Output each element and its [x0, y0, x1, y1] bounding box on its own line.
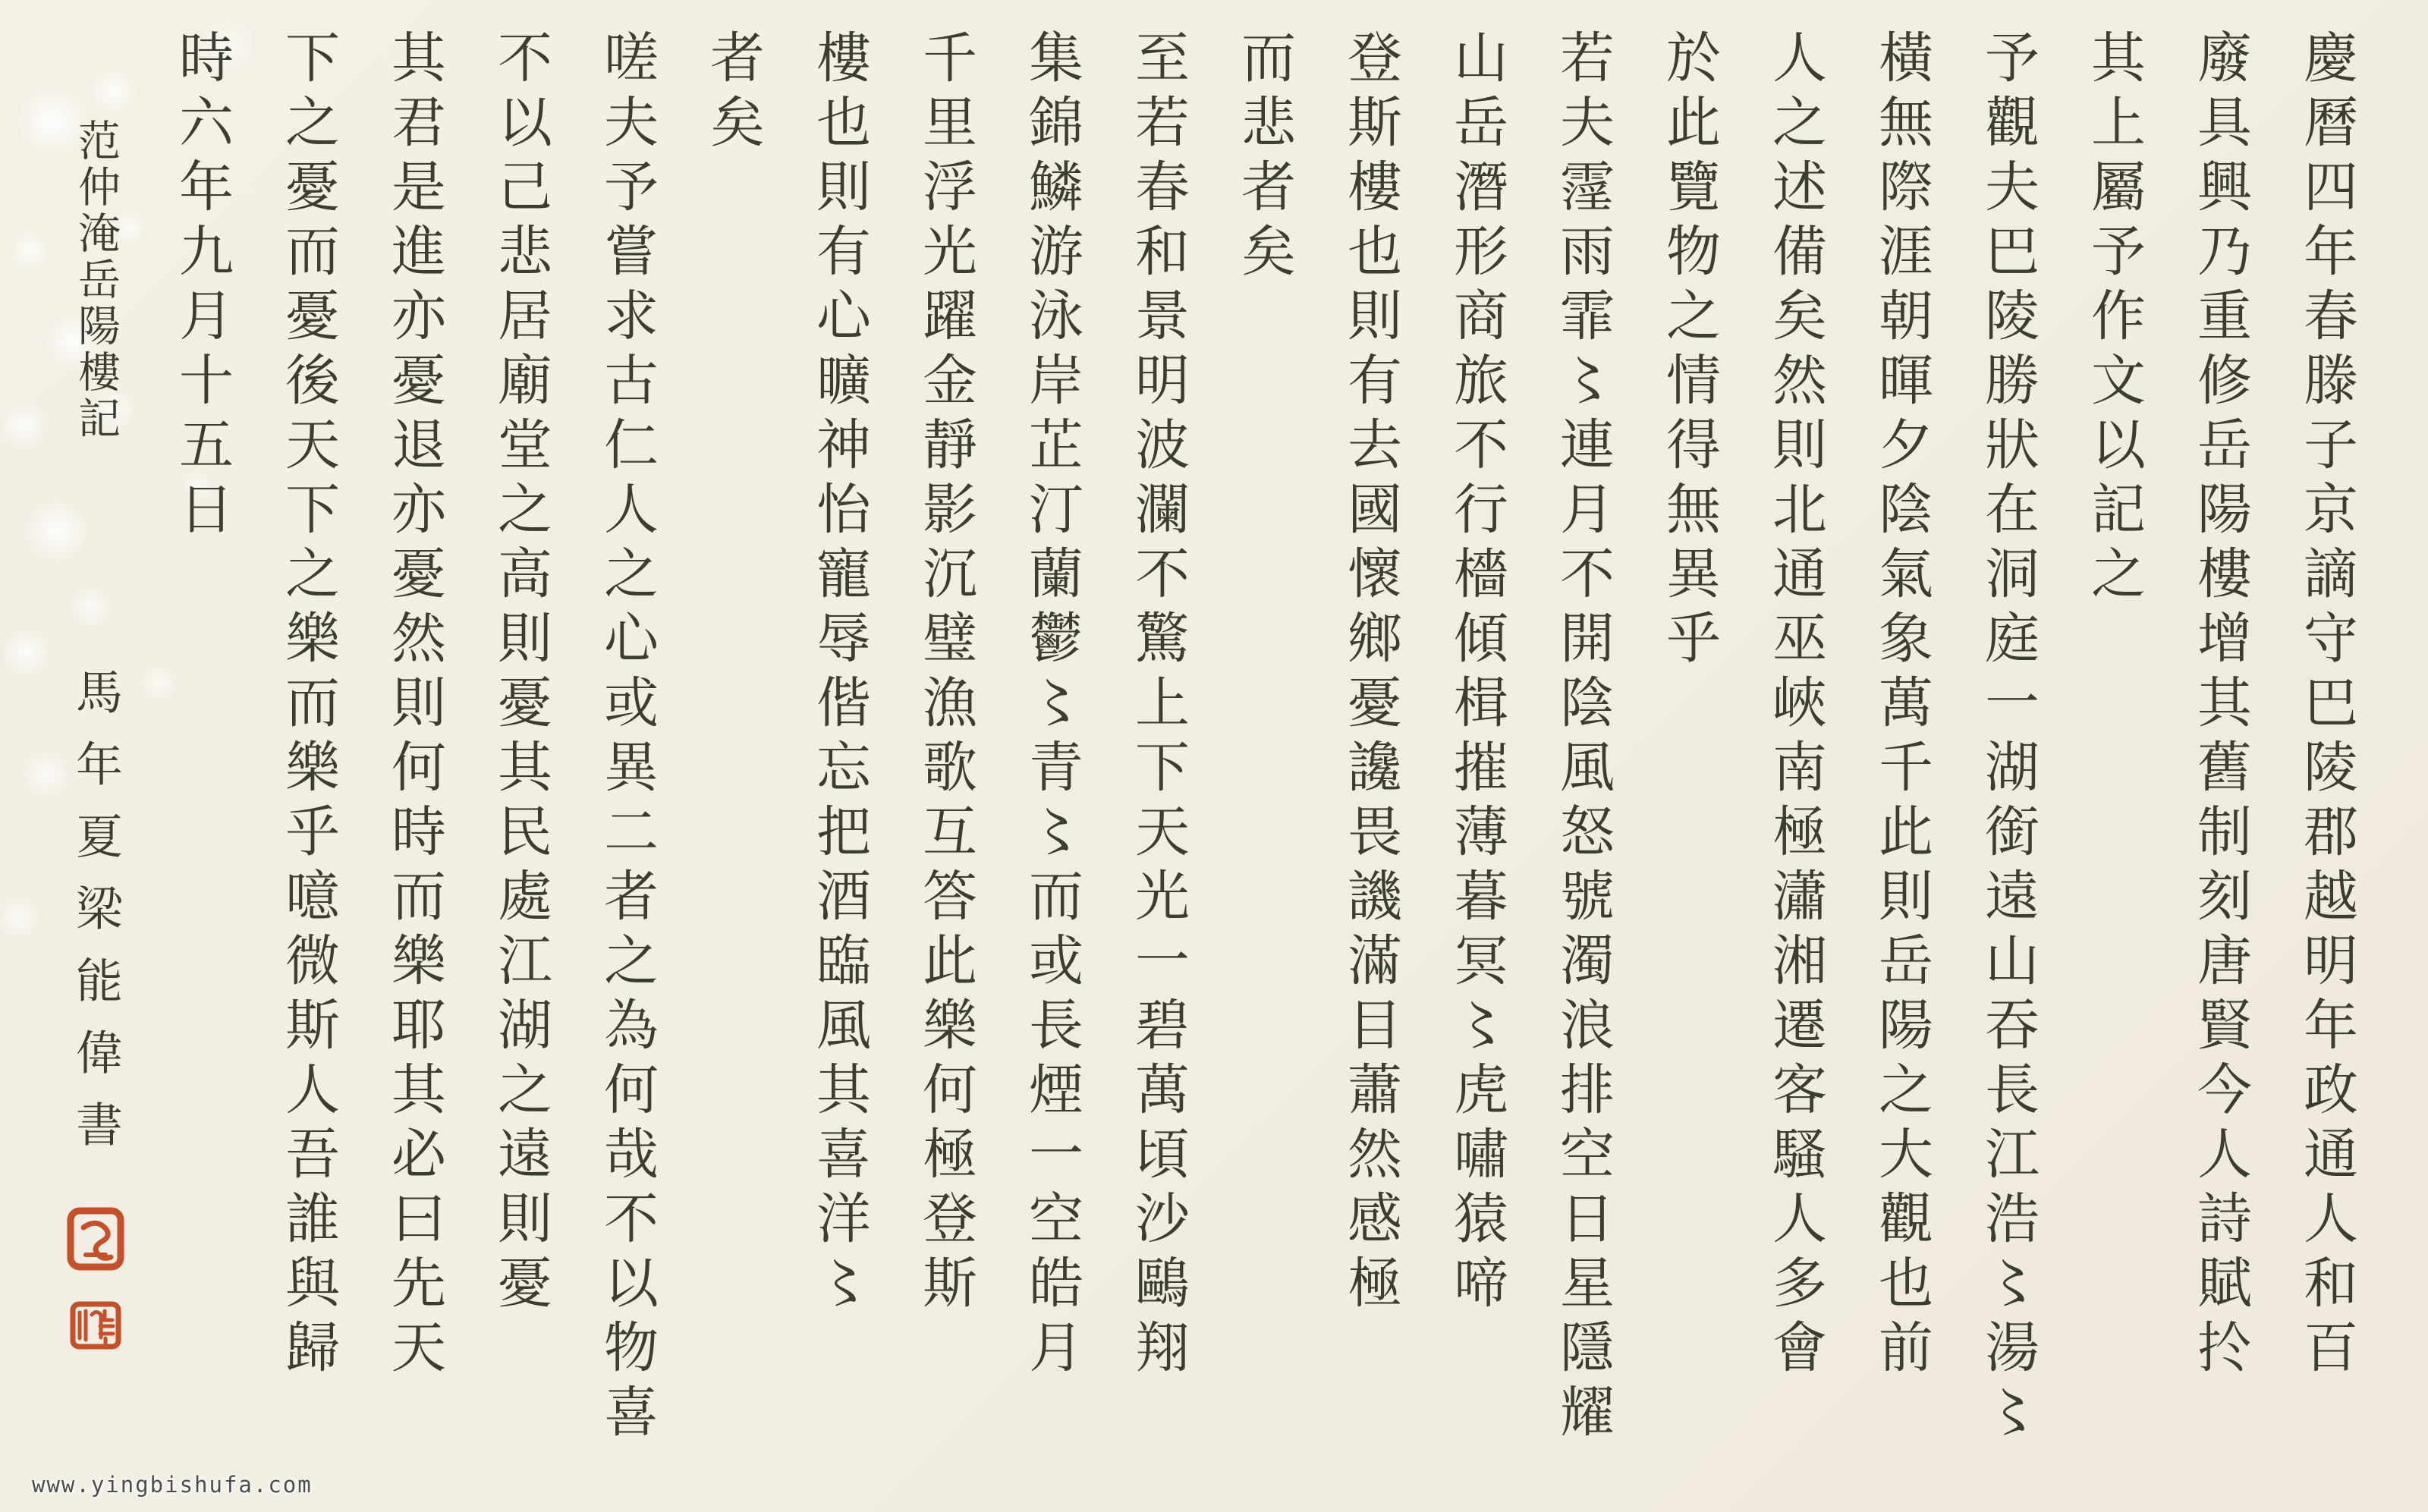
- text-column: 千里浮光躍金靜影沉璧漁歌互答此樂何極登斯: [914, 29, 977, 1319]
- text-column: 橫無際涯朝暉夕陰氣象萬千此則岳陽之大觀也前: [1870, 29, 1933, 1383]
- text-column: 慶曆四年春滕子京謫守巴陵郡越明年政通人和百: [2294, 29, 2358, 1383]
- text-column: 下之憂而憂後天下之樂而樂乎噫微斯人吾誰與歸: [276, 29, 340, 1383]
- text-column: 至若春和景明波瀾不驚上下天光一碧萬頃沙鷗翔: [1126, 29, 1190, 1383]
- text-column: 嗟夫予嘗求古仁人之心或異二者之為何哉不以物喜: [595, 29, 659, 1448]
- seal-icon: [66, 1206, 125, 1272]
- text-column: 若夫霪雨霏〻連月不開陰風怒號濁浪排空日星隱耀: [1551, 29, 1615, 1448]
- text-column: 樓也則有心曠神怡寵辱偕忘把酒臨風其喜洋〻: [807, 29, 871, 1319]
- watermark-url: www.yingbishufa.com: [32, 1472, 313, 1498]
- text-column: 其上屬予作文以記之: [2082, 29, 2146, 609]
- text-column: 者矣: [701, 29, 765, 158]
- text-column: 登斯樓也則有去國懷鄉憂讒畏譏滿目蕭然感極: [1338, 29, 1402, 1319]
- text-column: 予觀夫巴陵勝狀在洞庭一湖銜遠山吞長江浩〻湯〻: [1976, 29, 2040, 1448]
- colophon-signature: 馬年夏梁能偉書: [68, 668, 124, 1172]
- text-column: 山岳潛形商旅不行檣傾楫摧薄暮冥〻虎嘯猿啼: [1445, 29, 1508, 1319]
- colophon-title: 范仲淹岳陽樓記: [71, 118, 121, 442]
- text-column: 時六年九月十五日: [170, 29, 234, 545]
- essay-text-block: [42, 29, 2379, 1482]
- text-column: 人之述備矣然則北通巫峽南極瀟湘遷客騷人多會: [1763, 29, 1827, 1383]
- text-column: 而悲者矣: [1232, 29, 1296, 287]
- text-column: 不以己悲居廟堂之高則憂其民處江湖之遠則憂: [489, 29, 552, 1319]
- seal-icon: [70, 1299, 121, 1347]
- text-column: 於此覽物之情得無異乎: [1657, 29, 1721, 674]
- text-column: 其君是進亦憂退亦憂然則何時而樂耶其必曰先天: [382, 29, 446, 1383]
- text-column: 廢具興乃重修岳陽樓增其舊制刻唐賢今人詩賦扵: [2188, 29, 2252, 1383]
- colophon-column: [42, 29, 149, 1482]
- text-column: 集錦鱗游泳岸芷汀蘭鬱〻青〻而或長煙一空皓月: [1020, 29, 1083, 1383]
